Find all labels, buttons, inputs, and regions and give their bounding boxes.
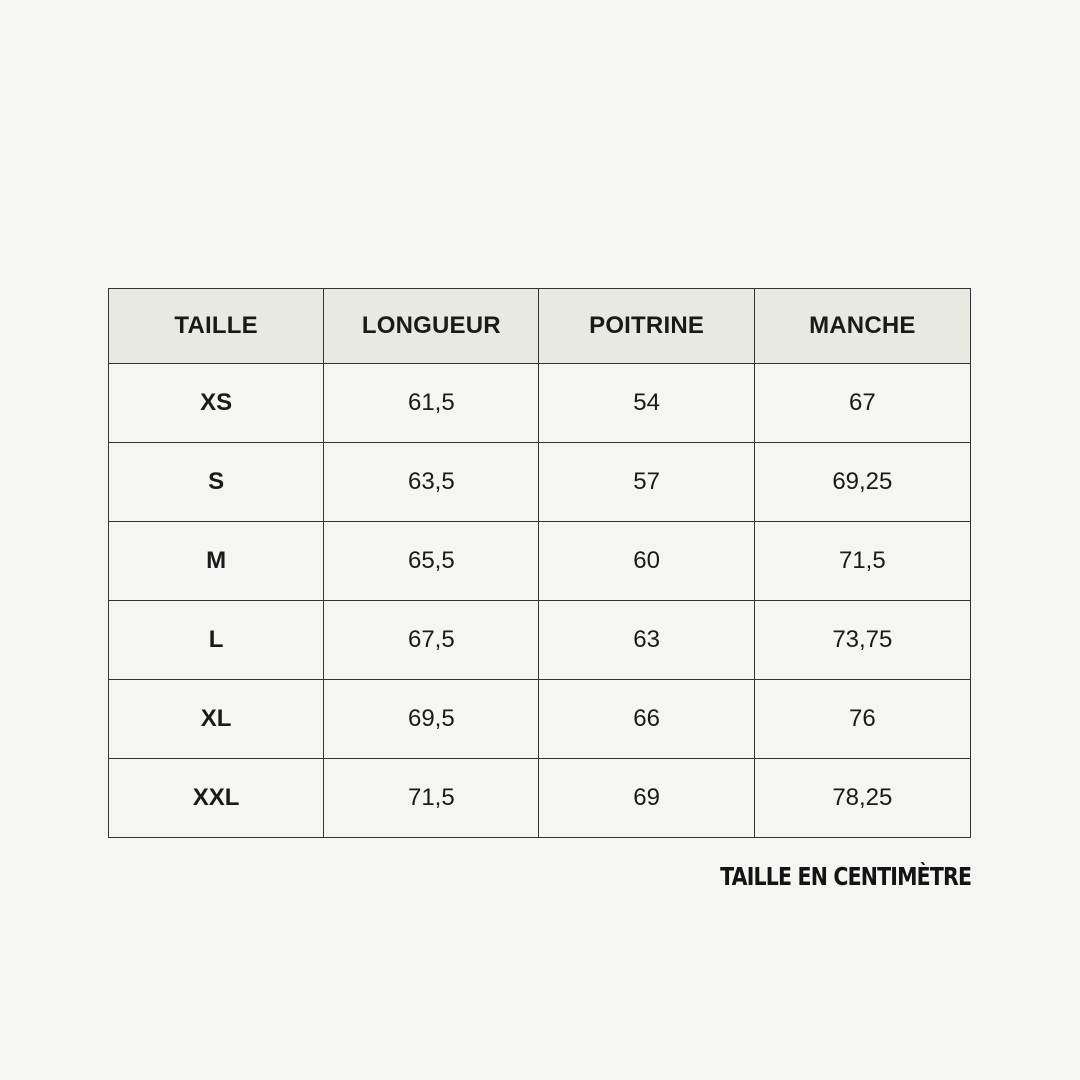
size-chart-table — [108, 288, 971, 838]
size-cell: XXL — [109, 759, 324, 838]
poitrine-cell: 63 — [539, 601, 754, 680]
poitrine-cell: 60 — [539, 522, 754, 601]
manche-cell: 76 — [754, 680, 970, 759]
size-cell: M — [109, 522, 324, 601]
longueur-cell: 69,5 — [324, 680, 539, 759]
longueur-cell: 65,5 — [324, 522, 539, 601]
table-header — [109, 289, 971, 364]
manche-cell: 67 — [754, 364, 970, 443]
size-cell: S — [109, 443, 324, 522]
manche-cell: 69,25 — [754, 443, 970, 522]
table-row — [109, 601, 971, 680]
manche-cell: 71,5 — [754, 522, 970, 601]
table-row — [109, 364, 971, 443]
header-poitrine: POITRINE — [539, 289, 754, 364]
poitrine-cell: 66 — [539, 680, 754, 759]
longueur-cell: 71,5 — [324, 759, 539, 838]
poitrine-cell: 54 — [539, 364, 754, 443]
longueur-cell: 61,5 — [324, 364, 539, 443]
header-manche: MANCHE — [754, 289, 970, 364]
manche-cell: 73,75 — [754, 601, 970, 680]
header-longueur: LONGUEUR — [324, 289, 539, 364]
header-row — [109, 289, 971, 364]
header-taille: TAILLE — [109, 289, 324, 364]
table-row — [109, 759, 971, 838]
size-cell: XL — [109, 680, 324, 759]
poitrine-cell: 57 — [539, 443, 754, 522]
longueur-cell: 63,5 — [324, 443, 539, 522]
unit-footnote: TAILLE EN CENTIMÈTRE — [719, 862, 971, 891]
table-row — [109, 522, 971, 601]
size-cell: L — [109, 601, 324, 680]
manche-cell: 78,25 — [754, 759, 970, 838]
table-row — [109, 680, 971, 759]
longueur-cell: 67,5 — [324, 601, 539, 680]
size-cell: XS — [109, 364, 324, 443]
table-body — [109, 364, 971, 838]
table-row — [109, 443, 971, 522]
poitrine-cell: 69 — [539, 759, 754, 838]
